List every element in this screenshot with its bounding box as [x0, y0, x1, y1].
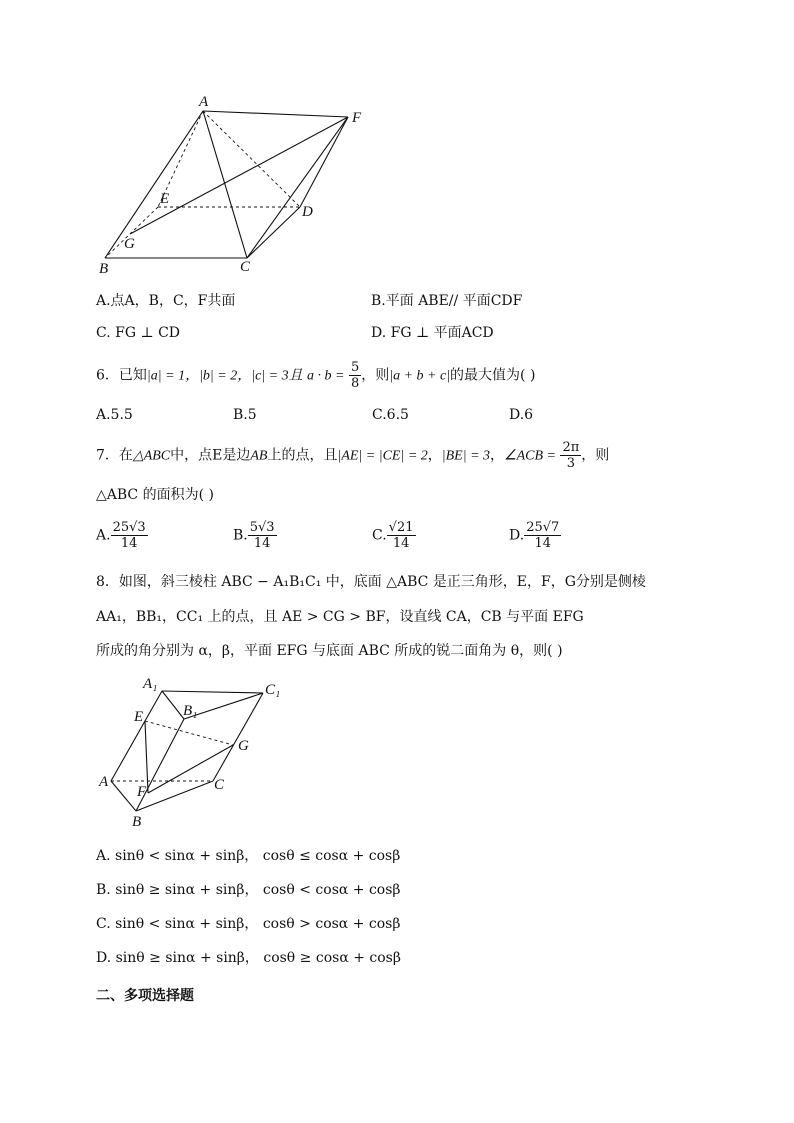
q8-label-F: F	[137, 784, 147, 800]
edge-GF	[130, 117, 348, 234]
q7-option-a: A. $\frac{25√3}{14}$	[96, 520, 146, 551]
q5-figure	[90, 90, 380, 285]
q7-option-d: D. $\frac{25√7}{14}$	[509, 520, 560, 551]
q8-stem-line2: AA₁，BB₁，CC₁ 上的点，且 AE > CG > BF，设直线 CA，CB 与平面 EFG	[96, 609, 584, 625]
edge-DC	[247, 207, 300, 258]
q8-label-A1: A₁	[143, 676, 158, 692]
q8-label-C1: C₁	[265, 682, 281, 698]
q8-label-A: A	[99, 774, 109, 790]
q8-label-B1: B₁	[183, 703, 198, 719]
q5-label-B: B	[99, 261, 109, 277]
edge-AB	[111, 781, 136, 811]
q7-angle-fraction: $\frac{2\pi}{3}$	[562, 440, 580, 471]
edge-C1C	[213, 693, 263, 781]
q5-label-C: C	[240, 259, 251, 275]
q5-label-A: A	[199, 94, 209, 110]
q7-option-c: C. $\frac{√21}{14}$	[372, 520, 414, 551]
edge-EF	[145, 721, 148, 793]
q6-stem: 6．已知|a| = 1，|b| = 2，|c| = 3且 a · b = $\frac{5}{8}$ ，则|a + b + c|的最大值为( )	[96, 360, 536, 391]
edge-EG	[145, 721, 233, 745]
q7-stem-line1: 7．在△ABC中，点E是边AB上的点，且|AE| = |CE| = 2，|BE| = 3，∠ACB = $\frac{2\pi}{3}$ ，则	[96, 440, 610, 471]
q8-option-b: B. sinθ ≥ sinα + sinβ， cosθ < cosα + cosβ	[96, 882, 401, 898]
edge-A1A	[111, 691, 162, 781]
edge-AF	[203, 111, 348, 117]
q6-fraction: $\frac{5}{8}$	[350, 360, 360, 391]
edge-AB	[105, 111, 203, 258]
q5-option-c: C. FG ⊥ CD	[96, 325, 181, 341]
q6-option-d: D.6	[509, 407, 534, 423]
q8-label-G: G	[238, 738, 249, 754]
q5-label-E: E	[160, 191, 170, 207]
q6-option-a: A.5.5	[96, 407, 133, 423]
q5-option-a: A.点A，B，C，F共面	[96, 293, 236, 309]
q8-label-C: C	[214, 777, 225, 793]
q8-label-B: B	[132, 814, 142, 830]
q8-option-d: D. sinθ ≥ sinα + sinβ， cosθ ≥ cosα + cosβ	[96, 950, 401, 966]
edge-A1B1	[162, 691, 184, 719]
q5-option-b: B.平面 ABE// 平面CDF	[371, 293, 523, 309]
q6-option-b: B.5	[233, 407, 257, 423]
q8-stem-line3: 所成的角分别为 α，β，平面 EFG 与底面 ABC 所成的锐二面角为 θ，则( )	[96, 643, 563, 659]
q5-option-d: D. FG ⊥ 平面ACD	[371, 325, 494, 341]
q7-option-b: B. $\frac{5√3}{14}$	[233, 520, 275, 551]
q5-label-F: F	[352, 110, 362, 126]
q8-stem-line1: 8．如图，斜三棱柱 ABC − A₁B₁C₁ 中，底面 △ABC 是正三角形，E，F，G分别是侧棱	[96, 574, 646, 590]
q8-option-c: C. sinθ < sinα + sinβ， cosθ > cosα + cosβ	[96, 916, 401, 932]
edge-A1C1	[162, 691, 263, 693]
q8-label-E: E	[134, 709, 144, 725]
q5-label-G: G	[124, 236, 135, 252]
q6-option-c: C.6.5	[372, 407, 409, 423]
q7-stem-line2: △ABC 的面积为( )	[96, 487, 214, 503]
q8-option-a: A. sinθ < sinα + sinβ， cosθ ≤ cosα + cosβ	[96, 848, 401, 864]
q5-label-D: D	[302, 204, 313, 220]
edge-FC	[247, 117, 348, 258]
section-heading: 二、多项选择题	[96, 988, 194, 1004]
